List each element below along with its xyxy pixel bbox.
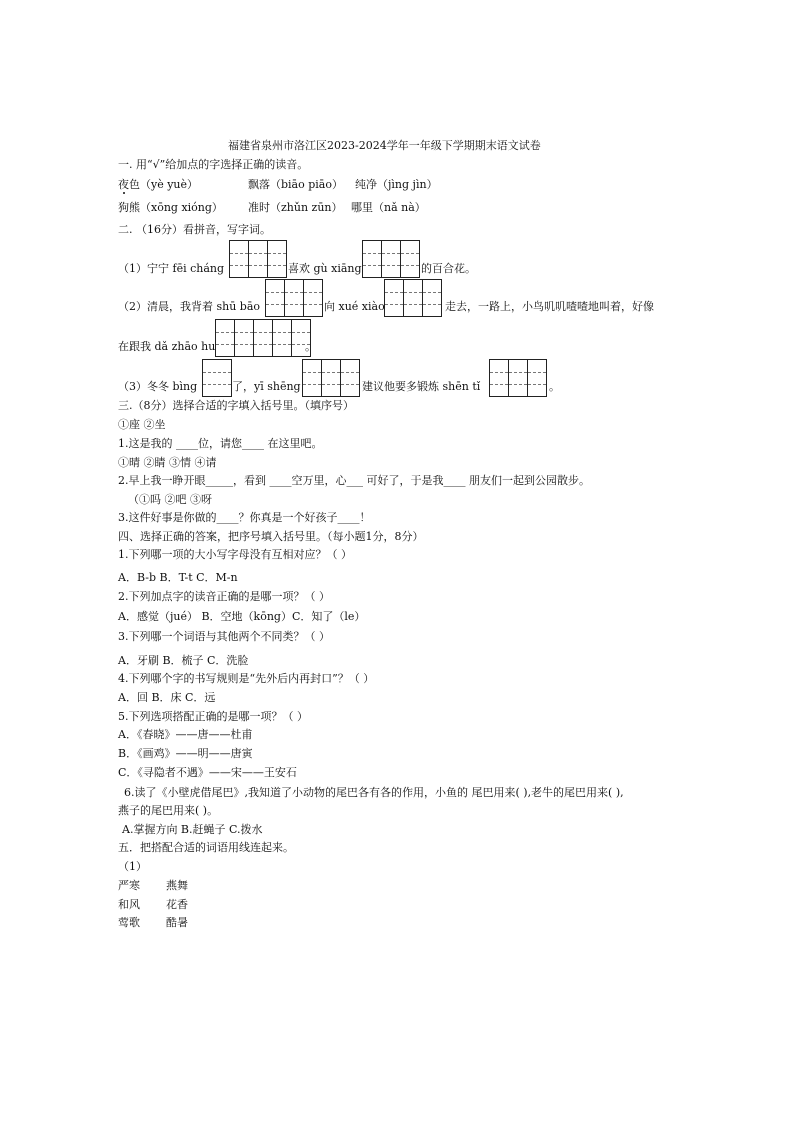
s1-item-6: 哪里（nǎ nà） [351, 201, 426, 214]
s4-answers-3: A．牙刷 B．梳子 C．洗脸 [118, 654, 249, 667]
s4-question-5: 5.下列选项搭配正确的是哪一项？（ ） [118, 710, 308, 723]
section-3-heading: 三.（8分）选择合适的字填入括号里。（填序号） [118, 399, 354, 412]
s4-answer-5c: C．《寻隐者不遇》——宋——王安石 [118, 766, 297, 779]
s2-line3-b: 。 [305, 340, 316, 353]
s4-question-2: 2.下列加点字的读音正确的是哪一项？（ ） [118, 590, 330, 603]
s4-answer-5b: B．《画鸡》——明——唐寅 [118, 747, 253, 760]
writing-grid[interactable] [202, 359, 232, 397]
s1-item-3: 纯净（jìng jìn） [355, 178, 438, 191]
s1-item-1-char: 夜 [118, 178, 129, 191]
s4-question-6b: 燕子的尾巴用来( )。 [118, 804, 219, 817]
page-title: 福建省泉州市洛江区2023-2024学年一年级下学期期末语文试卷 [228, 139, 541, 152]
s2-line1-b: 喜欢 gù xiāng [288, 262, 362, 275]
section-4-heading: 四、选择正确的答案，把序号填入括号里。（每小题1分，8分） [118, 530, 424, 543]
s2-line1-a: （1）宁宁 fēi cháng [118, 262, 225, 275]
match-left-item[interactable]: 严寒 [118, 879, 140, 892]
s2-line2-a: （2）清晨，我背着 shū bāo [118, 300, 261, 313]
writing-grid[interactable] [384, 279, 442, 317]
match-left-item[interactable]: 和风 [118, 898, 140, 911]
s1-item-4: 狗熊（xōng xióng） [118, 201, 223, 214]
section-1-heading: 一. 用“√”给加点的字选择正确的读音。 [118, 158, 309, 171]
s3-question-2: 2.早上我一睁开眼_____，看到 ____空万里，心___ 可好了，于是我____ 朋友们一起到公园散步。 [118, 474, 590, 487]
writing-grid[interactable] [215, 319, 311, 357]
s3-options-1: ①座 ②坐 [118, 418, 166, 431]
s4-question-3: 3.下列哪一个词语与其他两个不同类？（ ） [118, 630, 330, 643]
match-right-item[interactable]: 花香 [166, 898, 188, 911]
s2-line4-d: 。 [549, 380, 560, 393]
s4-question-6a: 6.读了《小壁虎借尾巴》,我知道了小动物的尾巴各有各的作用，小鱼的 尾巴用来( ),老牛的尾巴用来( ), [124, 786, 624, 799]
section-5-heading: 五．把搭配合适的词语用线连起来。 [118, 841, 294, 854]
writing-grid[interactable] [362, 240, 420, 278]
s4-answers-4: A．回 B．床 C．远 [118, 691, 216, 704]
match-right-item[interactable]: 燕舞 [166, 879, 188, 892]
s2-line4-a: （3）冬冬 bìng [118, 380, 198, 393]
s1-item-5: 准时（zhǔn zūn） [248, 201, 343, 214]
s2-line2-b: 向 xué xiào [324, 300, 385, 313]
s2-line3-a: 在跟我 dǎ zhāo hu [118, 340, 216, 353]
s2-line4-c: 建议他要多锻炼 shēn tǐ [362, 380, 481, 393]
s3-question-3: 3.这件好事是你做的____？你真是一个好孩子____！ [118, 511, 371, 524]
s3-options-2: ①晴 ②睛 ③情 ④请 [118, 456, 217, 469]
s3-options-3: （①吗 ②吧 ③呀 [128, 493, 212, 506]
s4-answer-5a: A．《春晓》——唐——杜甫 [118, 728, 253, 741]
s5-sub: （1） [118, 860, 147, 873]
s1-item-2: 飘落（biāo piāo） [248, 178, 343, 191]
s2-line4-b: 了，yī shēng [232, 380, 301, 393]
s1-item-1 [118, 178, 198, 192]
section-2-heading: 二. （16分）看拼音，写字词。 [118, 223, 271, 236]
s4-question-1: 1.下列哪一项的大小写字母没有互相对应？（ ） [118, 548, 352, 561]
match-right-item[interactable]: 酷暑 [166, 916, 188, 929]
writing-grid[interactable] [489, 359, 547, 397]
s4-answers-2: A．感觉（jué） B．空地（kōng）C．知了（le） [118, 610, 366, 623]
writing-grid[interactable] [265, 279, 323, 317]
s4-answers-1: A．B-b B．T-t C．M-n [118, 571, 238, 584]
s2-line2-c: 走去，一路上，小鸟叽叽喳喳地叫着，好像 [445, 300, 654, 313]
s2-line1-c: 的百合花。 [421, 262, 476, 275]
s1-item-1-rest: 色（yè yuè） [129, 178, 199, 191]
match-left-item[interactable]: 莺歌 [118, 916, 140, 929]
writing-grid[interactable] [302, 359, 360, 397]
s3-question-1: 1.这是我的 ____位，请您____ 在这里吧。 [118, 437, 323, 450]
s4-question-4: 4.下列哪个字的书写规则是“先外后内再封口”？（ ） [118, 672, 375, 685]
s4-answers-6: A.掌握方向 B.赶蝇子 C.拨水 [122, 823, 263, 836]
writing-grid[interactable] [229, 240, 287, 278]
